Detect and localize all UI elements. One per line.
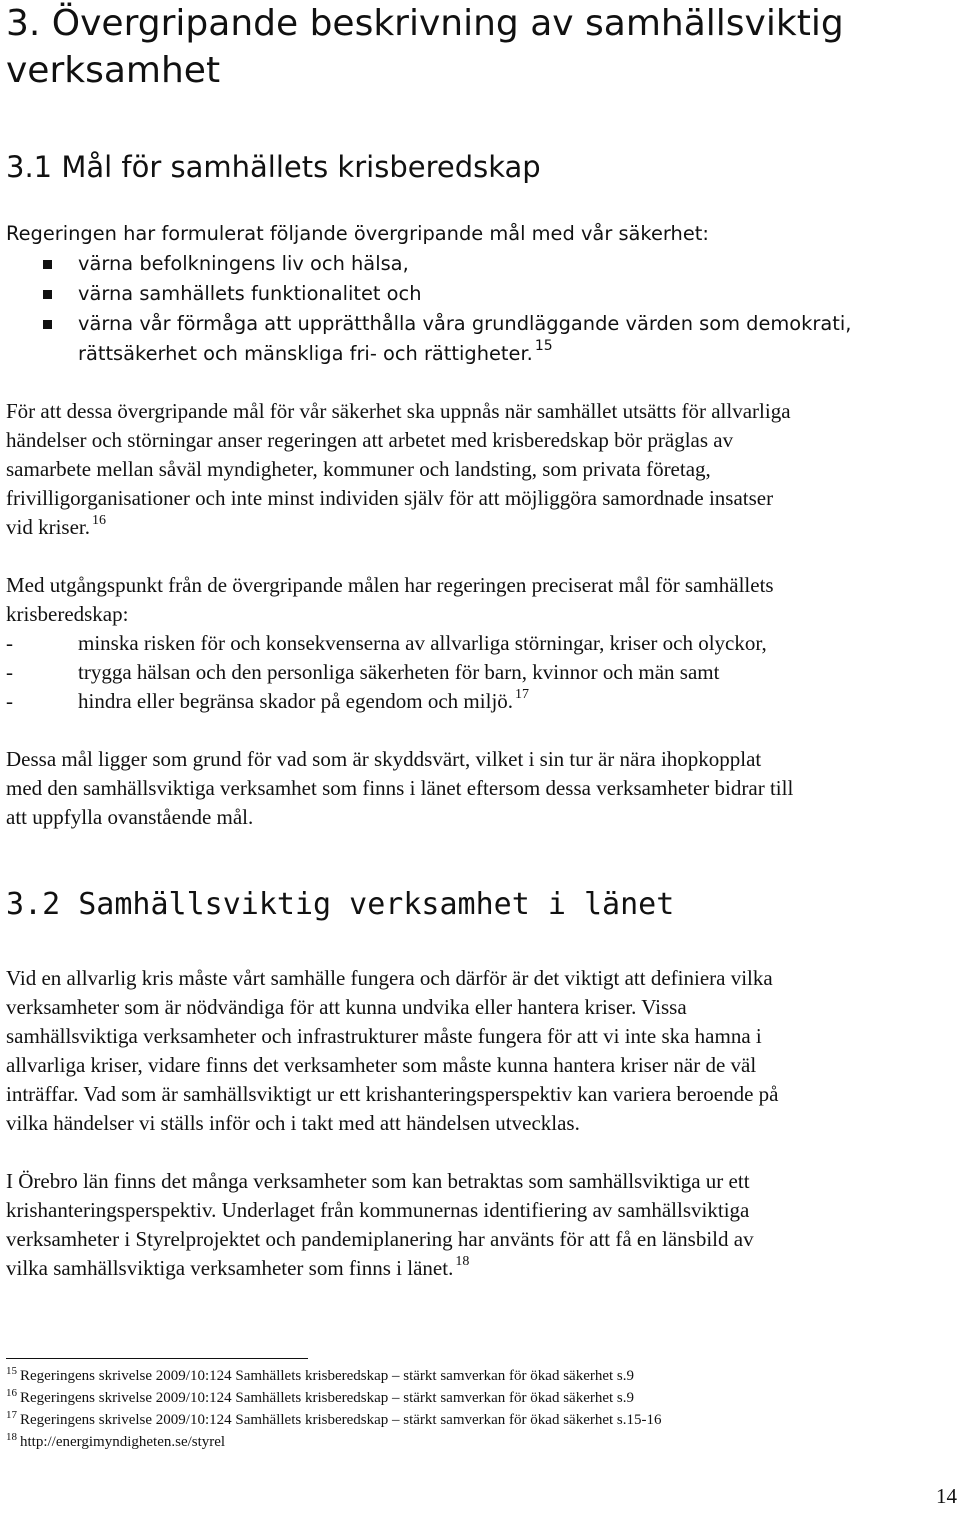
footnote-number: 18 bbox=[6, 1431, 17, 1443]
s32-para2-line-2: krishanteringsperspektiv. Underlaget från kommunernas identifiering av samhällsviktiga bbox=[6, 1198, 750, 1222]
dash-marker: - bbox=[6, 631, 13, 655]
para4-line-1: Dessa mål ligger som grund för vad som är skyddsvärt, vilket i sin tur är nära ihopkopplat bbox=[6, 747, 762, 771]
footnote-ref-17[interactable]: 17 bbox=[515, 687, 530, 702]
s32-para1-line-1: Vid en allvarlig kris måste vårt samhälle fungera och därför är det viktigt att definiera vilka bbox=[6, 966, 773, 990]
dash-marker: - bbox=[6, 689, 13, 713]
footnote-16 bbox=[6, 1387, 635, 1407]
dash-item-3-text: hindra eller begränsa skador på egendom och miljö. bbox=[78, 689, 514, 713]
para4-line-3: att uppfylla ovanstående mål. bbox=[6, 805, 254, 829]
section-3-1-title: 3.1 Mål för samhällets krisberedskap bbox=[6, 150, 541, 184]
bullet-square-icon bbox=[43, 260, 52, 269]
section-3-2-title: 3.2 Samhällsviktig verksamhet i länet bbox=[6, 887, 675, 922]
footnote-ref-15[interactable]: 15 bbox=[534, 338, 553, 354]
footnote-17 bbox=[6, 1409, 662, 1429]
para2-line-4: frivilligorganisationer och inte minst individen själv för att möjliggöra samordnade insatser bbox=[6, 486, 774, 510]
bullet-item-1: värna befolkningens liv och hälsa, bbox=[78, 252, 409, 275]
bullet-item-3-continued bbox=[78, 338, 553, 365]
s32-para1-line-3: samhällsviktiga verksamheter och infrastrukturer måste fungera för att vi inte ska hamna i bbox=[6, 1024, 762, 1048]
para2-line-1: För att dessa övergripande mål för vår säkerhet ska uppnås när samhället utsätts för allvarliga bbox=[6, 399, 791, 423]
bullet-item-3-continued-text: rättsäkerhet och mänskliga fri- och rättigheter. bbox=[78, 342, 533, 365]
section-3-1-intro: Regeringen har formulerat följande övergripande mål med vår säkerhet: bbox=[6, 222, 709, 245]
chapter-heading bbox=[6, 0, 844, 94]
s32-para2-line-4-text: vilka samhällsviktiga verksamheter som finns i länet. bbox=[6, 1256, 454, 1280]
footnote-ref-16[interactable]: 16 bbox=[92, 513, 106, 528]
para3-line-1: Med utgångspunkt från de övergripande målen har regeringen preciserat mål för samhällets bbox=[6, 573, 774, 597]
footnote-number: 16 bbox=[6, 1387, 17, 1399]
footnote-number: 17 bbox=[6, 1409, 17, 1421]
s32-para1-line-2: verksamheter som är nödvändiga för att kunna undvika eller hantera kriser. Vissa bbox=[6, 995, 687, 1019]
para2-line-5 bbox=[6, 515, 106, 540]
s32-para2-line-4 bbox=[6, 1256, 469, 1281]
para4-line-2: med den samhällsviktiga verksamhet som finns i länet eftersom dessa verksamheter bidrar till bbox=[6, 776, 794, 800]
bullet-square-icon bbox=[43, 320, 52, 329]
chapter-heading-line-1: 3. Övergripande beskrivning av samhällsviktig bbox=[6, 3, 844, 44]
footnote-ref-18[interactable]: 18 bbox=[455, 1254, 470, 1269]
para2-line-3: samarbete mellan såväl myndigheter, kommuner och landsting, som privata företag, bbox=[6, 457, 711, 481]
para2-line-5-text: vid kriser. bbox=[6, 515, 90, 539]
page-number: 14 bbox=[936, 1484, 957, 1508]
dash-marker: - bbox=[6, 660, 13, 684]
bullet-item-3: värna vår förmåga att upprätthålla våra grundläggande värden som demokrati, bbox=[78, 312, 852, 335]
bullet-item-2: värna samhällets funktionalitet och bbox=[78, 282, 422, 305]
s32-para2-line-1: I Örebro län finns det många verksamheter som kan betraktas som samhällsviktiga ur ett bbox=[6, 1169, 750, 1193]
para3-line-2: krisberedskap: bbox=[6, 602, 129, 626]
footnote-18 bbox=[6, 1431, 226, 1451]
s32-para1-line-6: vilka händelser vi ställs inför och i takt med att händelsen utvecklas. bbox=[6, 1111, 580, 1135]
footnote-text: Regeringens skrivelse 2009/10:124 Samhällets krisberedskap – stärkt samverkan för ökad säkerhet s.9 bbox=[20, 1390, 635, 1406]
s32-para2-line-3: verksamheter i Styrelprojektet och pandemiplanering har använts för att få en länsbild av bbox=[6, 1227, 754, 1251]
bullet-square-icon bbox=[43, 290, 52, 299]
s32-para1-line-5: inträffar. Vad som är samhällsviktigt ur ett krishanteringsperspektiv kan variera beroende på bbox=[6, 1082, 779, 1106]
s32-para1-line-4: allvarliga kriser, vidare finns det verksamheter som måste kunna hantera kriser när de väl bbox=[6, 1053, 757, 1077]
footnote-link[interactable]: http://energimyndigheten.se/styrel bbox=[20, 1434, 226, 1450]
footnote-divider bbox=[6, 1358, 308, 1359]
dash-item-3 bbox=[78, 689, 529, 714]
dash-item-1: minska risken för och konsekvenserna av allvarliga störningar, kriser och olyckor, bbox=[78, 631, 767, 655]
chapter-heading-line-2: verksamhet bbox=[6, 50, 221, 91]
para2-line-2: händelser och störningar anser regeringen att arbetet med krisberedskap bör präglas av bbox=[6, 428, 734, 452]
dash-item-2: trygga hälsan och den personliga säkerheten för barn, kvinnor och män samt bbox=[78, 660, 720, 684]
footnote-number: 15 bbox=[6, 1365, 17, 1377]
footnote-text: Regeringens skrivelse 2009/10:124 Samhällets krisberedskap – stärkt samverkan för ökad säkerhet s.15-16 bbox=[20, 1412, 662, 1428]
footnote-text: Regeringens skrivelse 2009/10:124 Samhällets krisberedskap – stärkt samverkan för ökad säkerhet s.9 bbox=[20, 1368, 635, 1384]
footnote-15 bbox=[6, 1365, 635, 1385]
